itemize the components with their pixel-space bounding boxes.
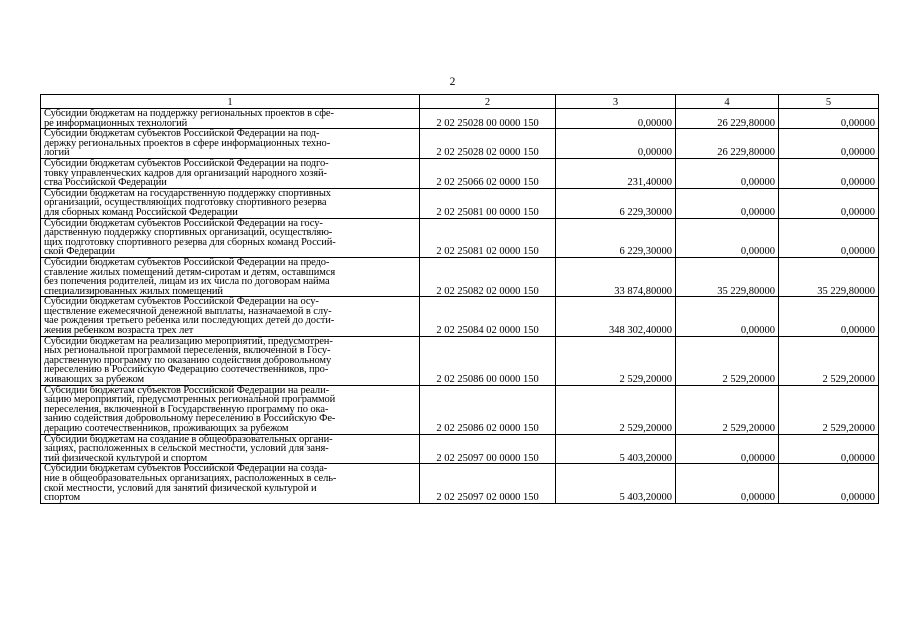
amount-col4-cell: 26 229,80000 [676,129,779,159]
amount-col4-cell: 0,00000 [676,218,779,257]
code-cell: 2 02 25097 02 0000 150 [420,464,556,503]
amount-col4-cell: 26 229,80000 [676,109,779,129]
amount-col4-cell: 0,00000 [676,158,779,188]
table-row [41,464,879,503]
description-cell: Субсидии бюджетам на реализацию мероприятий, предусмотрен- ных региональной программой переселения, включенной в Госу- дарственную программу по оказанию содействия добровольному переселению в Российскую Федерацию соотечественников, про- живающих за рубежом [41,336,420,385]
amount-col5-cell: 0,00000 [779,158,879,188]
code-cell: 2 02 25081 02 0000 150 [420,218,556,257]
header-cell-2: 2 [420,95,556,109]
code-cell: 2 02 25066 02 0000 150 [420,158,556,188]
amount-col3-cell: 231,40000 [556,158,676,188]
amount-col5-cell: 2 529,20000 [779,385,879,434]
table-row [41,129,879,159]
table-row [41,336,879,385]
code-cell: 2 02 25028 00 0000 150 [420,109,556,129]
amount-col5-cell: 0,00000 [779,297,879,336]
description-cell: Субсидии бюджетам субъектов Российской Федерации на созда- ние в общеобразовательных организациях, расположенных в сель- ской местности, условий для занятий физической культурой и спортом [41,464,420,503]
page-number: 2 [449,76,456,88]
description-cell: Субсидии бюджетам субъектов Российской Федерации на осу- ществление ежемесячной денежной выплаты, назначаемой в слу- чае рождения третьего ребенка или последующих детей до дости- жения ребенком возраста трех лет [41,297,420,336]
code-cell: 2 02 25082 02 0000 150 [420,257,556,296]
amount-col3-cell: 2 529,20000 [556,385,676,434]
amount-col5-cell: 0,00000 [779,109,879,129]
code-cell: 2 02 25084 02 0000 150 [420,297,556,336]
budget-table [40,94,879,504]
amount-col5-cell: 0,00000 [779,218,879,257]
amount-col4-cell: 2 529,20000 [676,336,779,385]
table-row [41,297,879,336]
table-row [41,385,879,434]
amount-col3-cell: 0,00000 [556,109,676,129]
code-cell: 2 02 25086 02 0000 150 [420,385,556,434]
amount-col3-cell: 5 403,20000 [556,464,676,503]
amount-col4-cell: 0,00000 [676,188,779,218]
table-row [41,158,879,188]
code-cell: 2 02 25097 00 0000 150 [420,434,556,464]
amount-col3-cell: 0,00000 [556,129,676,159]
amount-col5-cell: 0,00000 [779,434,879,464]
amount-col3-cell: 6 229,30000 [556,188,676,218]
table-row [41,257,879,296]
description-cell: Субсидии бюджетам субъектов Российской Федерации на подго- товку управленческих кадров для организаций народного хозяй- ства Российской Федерации [41,158,420,188]
amount-col4-cell: 35 229,80000 [676,257,779,296]
amount-col4-cell: 2 529,20000 [676,385,779,434]
amount-col5-cell: 0,00000 [779,464,879,503]
description-cell: Субсидии бюджетам субъектов Российской Федерации на реали- зацию мероприятий, предусмотренных региональной программой переселения, включенной в Государственную программу по ока- занию содействия добровольному переселению в Российскую Фе- дерацию соотечественников, проживающих за рубежом [41,385,420,434]
description-cell: Субсидии бюджетам субъектов Российской Федерации на предо- ставление жилых помещений детям-сиротам и детям, оставшимся без попечения родителей, лицам из их числа по договорам найма специализированных жилых помещений [41,257,420,296]
amount-col3-cell: 2 529,20000 [556,336,676,385]
header-cell-3: 3 [556,95,676,109]
amount-col4-cell: 0,00000 [676,434,779,464]
amount-col4-cell: 0,00000 [676,464,779,503]
amount-col3-cell: 5 403,20000 [556,434,676,464]
description-cell: Субсидии бюджетам субъектов Российской Федерации на госу- дарственную поддержку спортивных организаций, осуществляю- щих подготовку спортивного резерва для сборных команд Россий- ской Федерации [41,218,420,257]
amount-col4-cell: 0,00000 [676,297,779,336]
amount-col5-cell: 2 529,20000 [779,336,879,385]
amount-col5-cell: 35 229,80000 [779,257,879,296]
table-body [41,109,879,504]
description-cell: Субсидии бюджетам на создание в общеобразовательных органи- зациях, расположенных в сельской местности, условий для заня- тий физической культурой и спортом [41,434,420,464]
header-cell-5: 5 [779,95,879,109]
header-cell-1: 1 [41,95,420,109]
description-cell: Субсидии бюджетам на поддержку региональных проектов в сфе- ре информационных технологий [41,109,420,129]
amount-col3-cell: 33 874,80000 [556,257,676,296]
amount-col5-cell: 0,00000 [779,129,879,159]
amount-col5-cell: 0,00000 [779,188,879,218]
table-row [41,188,879,218]
header-cell-4: 4 [676,95,779,109]
description-cell: Субсидии бюджетам на государственную поддержку спортивных организаций, осуществляющих подготовку спортивного резерва для сборных команд Российской Федерации [41,188,420,218]
code-cell: 2 02 25081 00 0000 150 [420,188,556,218]
code-cell: 2 02 25086 00 0000 150 [420,336,556,385]
amount-col3-cell: 6 229,30000 [556,218,676,257]
description-cell: Субсидии бюджетам субъектов Российской Федерации на под- держку региональных проектов в сфере информационных техно- логий [41,129,420,159]
table-row [41,434,879,464]
amount-col3-cell: 348 302,40000 [556,297,676,336]
code-cell: 2 02 25028 02 0000 150 [420,129,556,159]
table-row [41,218,879,257]
header-row [41,95,879,109]
table-row [41,109,879,129]
